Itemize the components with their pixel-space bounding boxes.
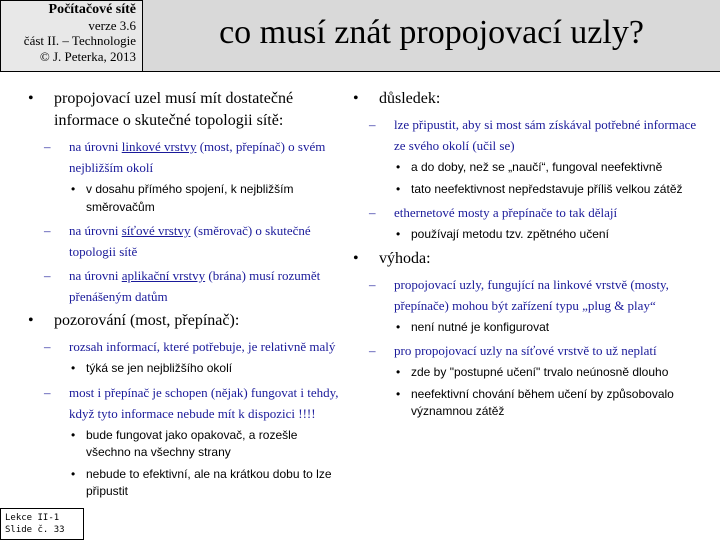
- bullet-l3: • a do doby, než se „naučí“, fungoval neefektivně: [396, 160, 663, 174]
- application-layer-term: aplikační vrstvy: [121, 268, 206, 283]
- text: používají metodu tzv. zpětného učení: [411, 227, 609, 241]
- text: na úrovni: [69, 268, 122, 283]
- text: zde by "postupné učení" trvalo neúnosně dlouho: [411, 365, 669, 379]
- bullet-l2: – lze připustit, aby si most sám získával potřebné informace ze svého okolí (učil se): [369, 117, 697, 153]
- bullet-l3: • zde by "postupné učení" trvalo neúnosně dlouho: [396, 365, 669, 379]
- text: týká se jen nejbližšího okolí: [86, 361, 233, 375]
- bullet-l2: – na úrovni aplikační vrstvy (brána) musí rozumět přenášeným datům: [44, 268, 321, 304]
- bullet-l3: • bude fungovat jako opakovač, a rozešle všechno na všechny strany: [71, 427, 298, 459]
- text: (most, přepínač) o svém nejbližším okolí: [69, 139, 326, 175]
- bullet-l1: • výhoda:: [353, 249, 431, 267]
- text: na úrovni: [69, 139, 122, 154]
- link-layer-term: linkové vrstvy: [121, 139, 197, 154]
- course-info-box: [0, 0, 143, 72]
- text: ethernetové mosty a přepínače to tak dělají: [394, 205, 618, 220]
- text: rozsah informací, které potřebuje, je relativně malý: [69, 339, 336, 354]
- course-name: Počítačové sítě: [48, 2, 136, 17]
- text: lze připustit, aby si most sám získával potřebné informace ze svého okolí (učil se): [394, 117, 697, 153]
- course-part: část II. – Technologie: [23, 33, 136, 48]
- text: (brána) musí rozumět přenášeným datům: [69, 268, 321, 304]
- bullet-l2: – pro propojovací uzly na síťové vrstvě to už neplatí: [369, 343, 657, 358]
- bullet-l3: • nebude to efektivní, ale na krátkou dobu to lze připustit: [71, 466, 332, 498]
- text: (směrovač) o skutečné topologii sítě: [69, 223, 311, 259]
- text: pro propojovací uzly na síťové vrstvě to už neplatí: [394, 343, 657, 358]
- bullet-l2: – na úrovni linkové vrstvy (most, přepínač) o svém nejbližším okolí: [44, 139, 326, 175]
- left-column: [18, 88, 343, 505]
- bullet-l2: – most i přepínač je schopen (nějak) fungovat i tehdy, když tyto informace nebude mít k dispozici !!!!: [44, 384, 339, 421]
- bullet-l3: • týká se jen nejbližšího okolí: [71, 361, 233, 375]
- text: nebude to efektivní, ale na krátkou dobu to lze připustit: [86, 466, 332, 498]
- text: důsledek:: [379, 90, 441, 107]
- slide-number: Slide č. 33: [5, 525, 65, 535]
- bullet-l3: • používají metodu tzv. zpětného učení: [396, 227, 609, 241]
- slide-title: co musí znát propojovací uzly?: [219, 14, 644, 51]
- slide-footer: [0, 508, 84, 540]
- text: na úrovni: [69, 223, 122, 238]
- bullet-l2: – propojovací uzly, fungující na linkové vrstvě (mosty, přepínače) mohou být zařízení typu „plug & play“: [369, 276, 669, 313]
- bullet-l1: • propojovací uzel musí mít dostatečné informace o skutečné topologii sítě:: [28, 90, 294, 129]
- bullet-l3: • není nutné je konfigurovat: [396, 319, 550, 334]
- text: most i přepínač je schopen (nějak) fungovat i tehdy, když tyto informace nebude mít k dispozici !!!!: [69, 384, 339, 421]
- text: propojovací uzly, fungující na linkové vrstvě (mosty, přepínače) mohou být zařízení typu „plug & play“: [394, 276, 669, 313]
- bullet-l3: • tato neefektivnost nepředstavuje příliš velkou zátěž: [396, 181, 683, 196]
- bullet-l3: • neefektivní chování během učení by způsobovalo významnou zátěž: [396, 386, 674, 418]
- text: pozorování (most, přepínač):: [54, 312, 240, 329]
- course-author: © J. Peterka, 2013: [39, 48, 136, 64]
- bullet-l1: • pozorování (most, přepínač):: [28, 312, 240, 329]
- text: propojovací uzel musí mít dostatečné informace o skutečné topologii sítě:: [54, 90, 294, 129]
- right-column: [343, 88, 703, 425]
- bullet-l1: • důsledek:: [353, 90, 441, 107]
- text: neefektivní chování během učení by způsobovalo významnou zátěž: [411, 386, 674, 418]
- text: tato neefektivnost nepředstavuje příliš velkou zátěž: [411, 181, 683, 196]
- bullet-l2: – ethernetové mosty a přepínače to tak dělají: [369, 205, 618, 220]
- bullet-l2: – rozsah informací, které potřebuje, je relativně malý: [44, 339, 336, 354]
- bullet-l3: • v dosahu přímého spojení, k nejbližším směrovačům: [71, 182, 294, 214]
- course-version: verze 3.6: [88, 17, 136, 33]
- text: bude fungovat jako opakovač, a rozešle všechno na všechny strany: [86, 427, 298, 459]
- title-bar: [143, 0, 720, 72]
- text: a do doby, než se „naučí“, fungoval neefektivně: [411, 160, 663, 174]
- text: v dosahu přímého spojení, k nejbližším směrovačům: [86, 182, 294, 214]
- text: výhoda:: [379, 249, 431, 267]
- lesson-label: Lekce II-1: [5, 513, 60, 523]
- network-layer-term: síťové vrstvy: [121, 223, 191, 238]
- bullet-l2: – na úrovni síťové vrstvy (směrovač) o skutečné topologii sítě: [44, 223, 311, 259]
- text: není nutné je konfigurovat: [411, 319, 550, 334]
